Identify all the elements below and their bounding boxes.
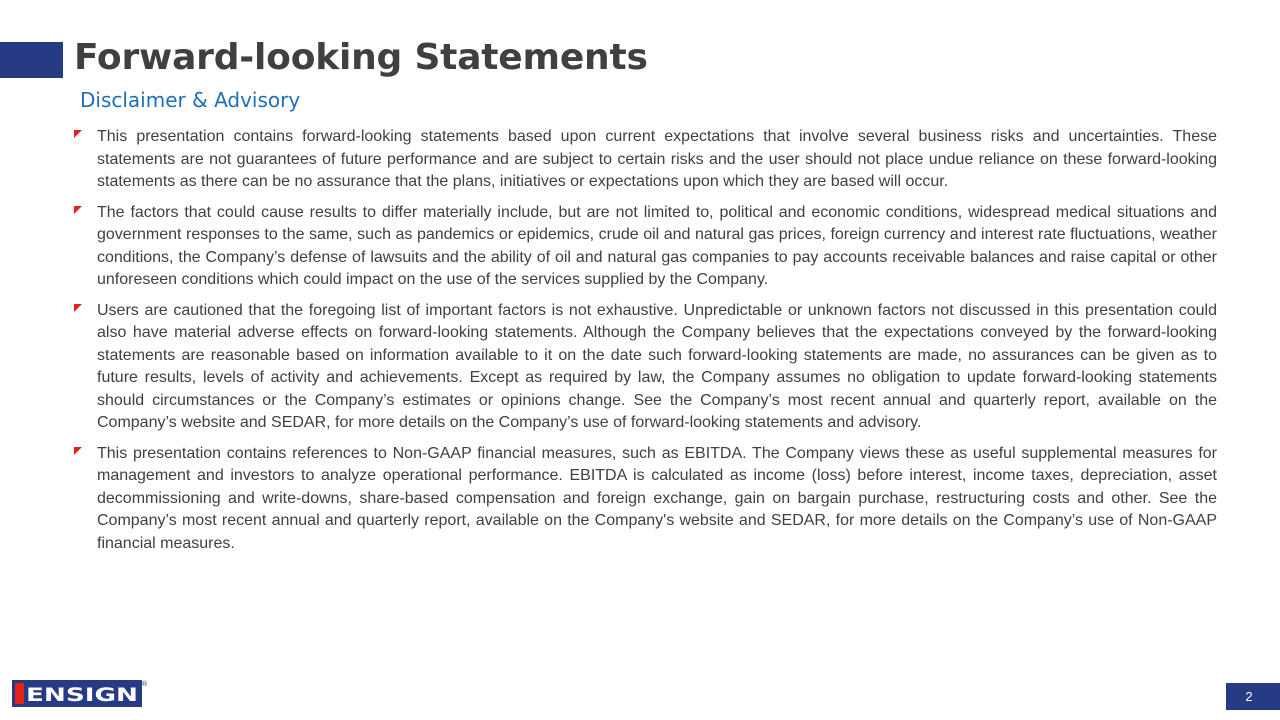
bullet-item [72,300,1217,435]
page-number: 2 [1245,689,1253,704]
bullet-item [72,443,1217,556]
red-triangle-bullet-icon [74,447,82,455]
bullet-item [72,202,1217,292]
title-accent-block [0,42,63,78]
red-triangle-bullet-icon [74,130,82,138]
red-triangle-bullet-icon [74,206,82,214]
slide-title: Forward-looking Statements [74,37,648,78]
bullet-text: Users are cautioned that the foregoing list of important factors is not exhaustive. Unpredictable or unknown factors not discussed in this presentation could also have material adverse effects on forward-looking statements. Although the Company believes that the expectations conveyed by the forward-looking statements are reasonable based on information available to it on the date such forward-looking statements are made, no assurances can be given as to future results, levels of activity and achievements. Except as required by law, the Company assumes no obligation to update forward-looking statements should circumstances or the Company’s estimates or opinions change. See the Company’s most recent annual and quarterly report, available on the Company’s website and SEDAR, for more details on the Company’s use of forward-looking statements and advisory. [97,301,1217,431]
logo-wordmark: ENSIGN [26,684,138,706]
page-number-badge [1226,683,1280,710]
bullet-text: This presentation contains forward-looking statements based upon current expectations that involve several business risks and uncertainties. These statements are not guarantees of future performance and are subject to certain risks and the user should not place undue reliance on these forward-looking statements as there can be no assurance that the plans, initiatives or expectations upon which they are based will occur. [97,128,1217,190]
bullet-text: This presentation contains references to Non-GAAP financial measures, such as EBITDA. The Company views these as useful supplemental measures for management and investors to analyze operational performance. EBITDA is calculated as income (loss) before interest, income taxes, depreciation, asset decommissioning and write-downs, share-based compensation and foreign exchange, gain on bargain purchase, restructuring costs and other. See the Company’s most recent annual and quarterly report, available on the Company's website and SEDAR, for more details on the Company’s use of Non-GAAP financial measures. [97,444,1217,552]
bullet-text: The factors that could cause results to differ materially include, but are not limited to, political and economic conditions, widespread medical situations and government responses to the same, such as pandemics or epidemics, crude oil and natural gas prices, foreign currency and interest rate fluctuations, weather conditions, the Company’s defense of lawsuits and the ability of oil and natural gas companies to pay accounts receivable balances and raise capital or other unforeseen conditions which could impact on the use of the services supplied by the Company. [97,203,1217,288]
bullet-item [72,126,1217,194]
disclaimer-bullet-list [72,126,1217,563]
red-triangle-bullet-icon [74,304,82,312]
ensign-logo [12,680,148,707]
slide-subtitle: Disclaimer & Advisory [80,88,301,112]
registered-mark: ® [141,680,148,688]
